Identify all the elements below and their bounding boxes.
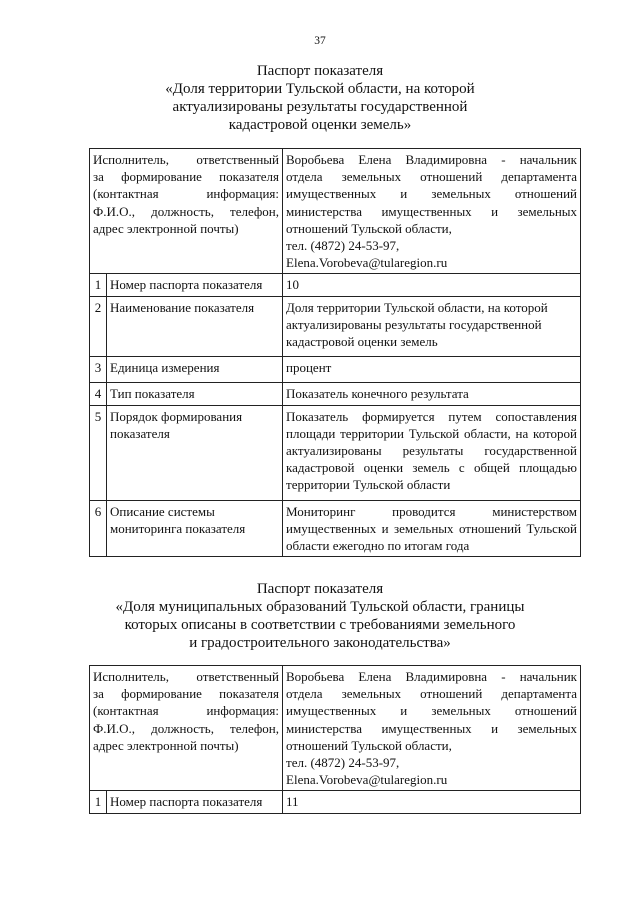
row-label: Наименование показателя	[107, 296, 283, 357]
table-row	[90, 296, 581, 357]
executor-value: Воробьева Елена Владимировна - начальник отдела земельных отношений департамента имущественных и земельных отношений министерства имущественных и земельных отношений Тульской области, тел. (4872) 24-53-97, Elena.Vorobeva@tularegion.ru	[283, 149, 581, 274]
title-line: которых описаны в соответствии с требованиями земельного	[124, 617, 516, 633]
row-number: 4	[90, 383, 107, 405]
table-row	[90, 791, 581, 813]
row-label: Порядок формирования показателя	[107, 405, 283, 500]
executor-label: Исполнитель, ответственный за формирование показателя (контактная информация: Ф.И.О., должность, телефон, адрес электронной почты)	[90, 666, 283, 791]
title-line: «Доля территории Тульской области, на которой	[165, 81, 475, 97]
row-label: Единица измерения	[107, 357, 283, 383]
row-value: процент	[283, 357, 581, 383]
title-line: Паспорт показателя	[256, 63, 384, 79]
row-value: 11	[283, 791, 581, 813]
title-line: и градостроительного законодательства»	[189, 635, 451, 651]
table-row	[90, 500, 581, 557]
title-line: актуализированы результаты государственной	[172, 99, 468, 115]
table-row	[90, 357, 581, 383]
row-value: Доля территории Тульской области, на которой актуализированы результаты государственной кадастровой оценки земель	[283, 296, 581, 357]
row-label: Тип показателя	[107, 383, 283, 405]
passport-1-table	[89, 148, 581, 557]
passport-2-title	[0, 580, 640, 652]
title-line: «Доля муниципальных образований Тульской области, границы	[115, 599, 525, 615]
row-number: 3	[90, 357, 107, 383]
table-row	[90, 383, 581, 405]
row-value: 10	[283, 274, 581, 296]
row-label: Описание системы мониторинга показателя	[107, 500, 283, 557]
executor-label: Исполнитель, ответственный за формирование показателя (контактная информация: Ф.И.О., должность, телефон, адрес электронной почты)	[90, 149, 283, 274]
passport-1-title	[0, 62, 640, 134]
row-number: 1	[90, 791, 107, 813]
page-number: 37	[314, 35, 326, 47]
row-number: 5	[90, 405, 107, 500]
row-label: Номер паспорта показателя	[107, 791, 283, 813]
passport-2-table	[89, 665, 581, 814]
title-line: кадастровой оценки земель»	[228, 117, 412, 133]
row-number: 2	[90, 296, 107, 357]
row-value: Мониторинг проводится министерством имущественных и земельных отношений Тульской области ежегодно по итогам года	[283, 500, 581, 557]
title-line: Паспорт показателя	[256, 581, 384, 597]
row-number: 1	[90, 274, 107, 296]
table-row	[90, 274, 581, 296]
row-value: Показатель конечного результата	[283, 383, 581, 405]
table-row	[90, 405, 581, 500]
row-label: Номер паспорта показателя	[107, 274, 283, 296]
executor-row	[90, 149, 581, 274]
row-value: Показатель формируется путем сопоставления площади территории Тульской области, на которой актуализированы результаты государственной кадастровой оценки земель с общей площадью территории Тульской области	[283, 405, 581, 500]
executor-value: Воробьева Елена Владимировна - начальник отдела земельных отношений департамента имущественных и земельных отношений министерства имущественных и земельных отношений Тульской области, тел. (4872) 24-53-97, Elena.Vorobeva@tularegion.ru	[283, 666, 581, 791]
executor-row	[90, 666, 581, 791]
row-number: 6	[90, 500, 107, 557]
